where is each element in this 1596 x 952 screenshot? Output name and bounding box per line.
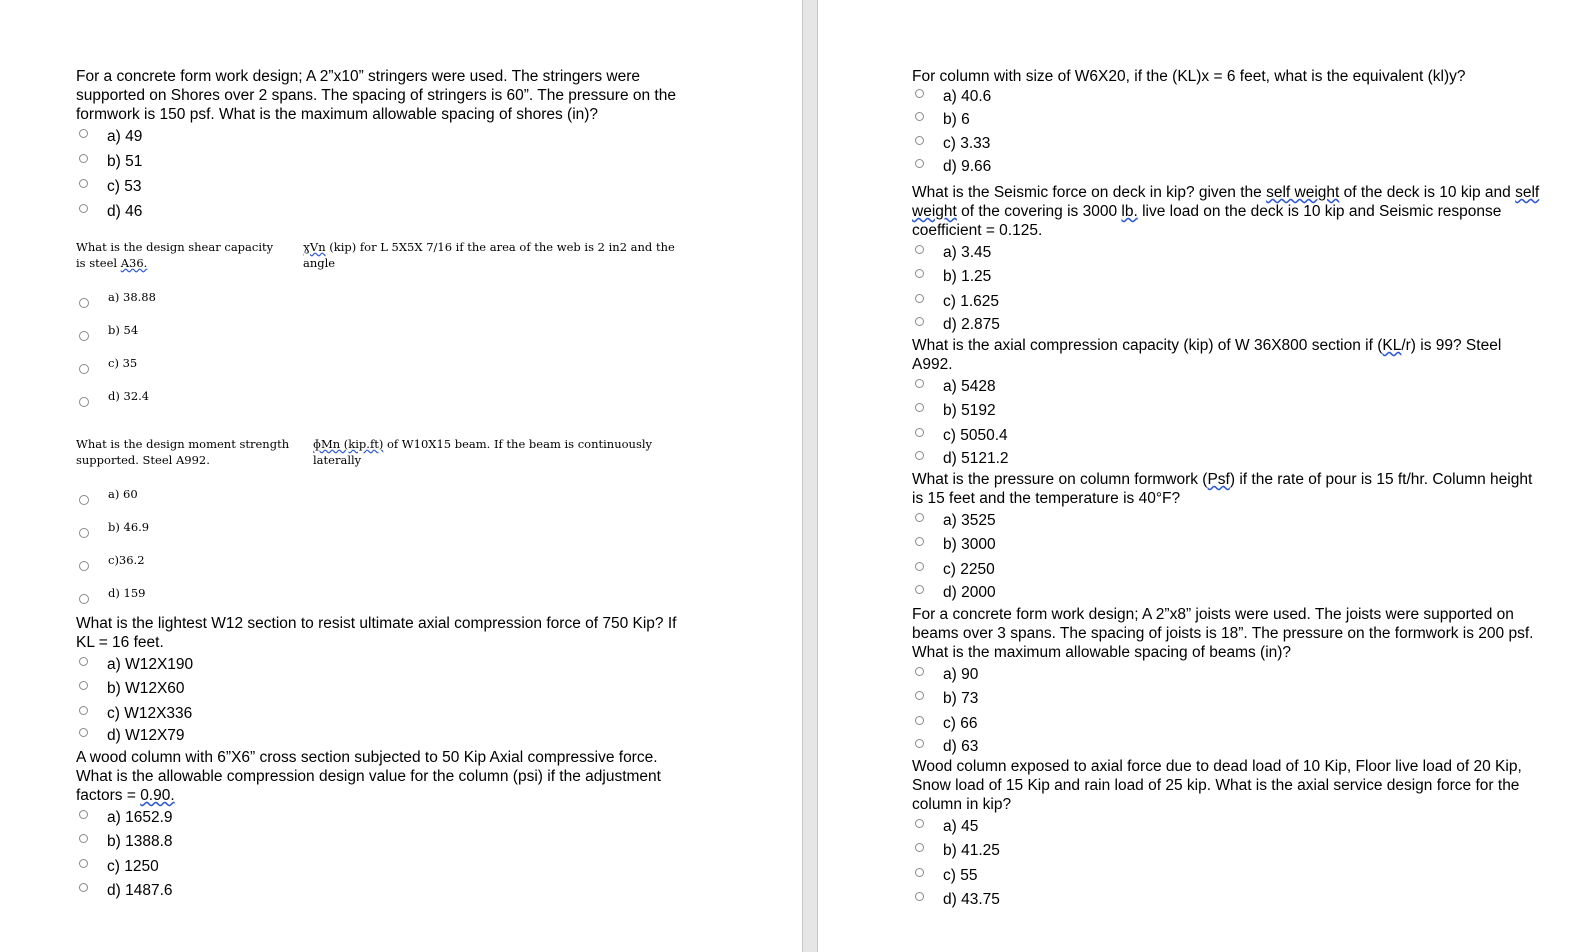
option-c[interactable]: c) 1250 xyxy=(76,854,696,879)
radio-button[interactable] xyxy=(79,397,89,407)
option-b[interactable]: b) 1.25 xyxy=(912,265,1542,290)
radio-button[interactable] xyxy=(915,562,924,571)
option-b[interactable]: b) 41.25 xyxy=(912,839,1542,864)
option-c[interactable]: c) 1.625 xyxy=(912,289,1542,314)
option-a[interactable]: a) 3525 xyxy=(912,508,1542,533)
radio-button[interactable] xyxy=(915,513,924,522)
option-a[interactable]: a) 38.88 xyxy=(76,285,696,318)
option-b[interactable]: b) 46.9 xyxy=(76,515,696,548)
option-a[interactable]: a) 1652.9 xyxy=(76,805,696,830)
question-left-4 xyxy=(76,614,696,746)
radio-button[interactable] xyxy=(915,537,924,546)
radio-button[interactable] xyxy=(915,269,924,278)
option-c[interactable]: c) 3.33 xyxy=(912,132,1542,157)
radio-button[interactable] xyxy=(79,495,89,505)
option-b[interactable]: b) 54 xyxy=(76,318,696,351)
question-left-3 xyxy=(76,436,696,614)
radio-button[interactable] xyxy=(915,585,924,594)
radio-button[interactable] xyxy=(79,561,89,571)
option-d[interactable]: d) 1487.6 xyxy=(76,879,696,904)
radio-button[interactable] xyxy=(915,819,924,828)
radio-button[interactable] xyxy=(915,716,924,725)
radio-button[interactable] xyxy=(915,892,924,901)
option-d[interactable]: d) 46 xyxy=(76,199,696,224)
radio-button[interactable] xyxy=(915,843,924,852)
radio-button[interactable] xyxy=(79,298,89,308)
option-c[interactable]: c) 5050.4 xyxy=(912,423,1542,448)
question-text: For column with size of W6X20, if the (KL)x = 6 feet, what is the equivalent (kl)y? xyxy=(912,68,1466,85)
radio-button[interactable] xyxy=(79,129,88,138)
radio-button[interactable] xyxy=(915,428,924,437)
radio-button[interactable] xyxy=(79,528,89,538)
question-text: A wood column with 6”X6” cross section subjected to 50 Kip Axial compressive force. What is the allowable compression design value for the column (psi) if the adjustment factors = 0.90. xyxy=(76,749,661,804)
option-a[interactable]: a) 45 xyxy=(912,814,1542,839)
option-c[interactable]: c) 2250 xyxy=(912,557,1542,582)
option-b[interactable]: b) 73 xyxy=(912,687,1542,712)
option-a[interactable]: a) 49 xyxy=(76,124,696,149)
option-d[interactable]: d) W12X79 xyxy=(76,726,696,746)
option-a[interactable]: a) 90 xyxy=(912,662,1542,687)
option-c[interactable]: c)36.2 xyxy=(76,548,696,581)
option-b[interactable]: b) 1388.8 xyxy=(76,830,696,855)
radio-button[interactable] xyxy=(79,179,88,188)
question-left-2 xyxy=(76,239,696,417)
radio-button[interactable] xyxy=(79,859,88,868)
radio-button[interactable] xyxy=(79,364,89,374)
option-c[interactable]: c) W12X336 xyxy=(76,701,696,726)
option-d[interactable]: d) 32.4 xyxy=(76,384,696,417)
radio-button[interactable] xyxy=(915,294,924,303)
question-text: For a concrete form work design; A 2”x8” joists were used. The joists were supported on beams over 3 spans. The spacing of joists is 18”. The pressure on the formwork is 200 psf. What is the maximum allowable spacing of beams (in)? xyxy=(912,606,1534,661)
radio-button[interactable] xyxy=(79,728,88,737)
question-text: Wood column exposed to axial force due to dead load of 10 Kip, Floor live load of 20 Kip, Snow load of 15 Kip and rain load of 25 kip. What is the axial service design force for the column in kip? xyxy=(912,758,1522,813)
option-d[interactable]: d) 43.75 xyxy=(912,888,1542,913)
question-text: What is the design moment strength supported. Steel A992. ɸMn (kip.ft) of W10X15 beam. If the beam is continuously laterally xyxy=(76,437,653,467)
radio-button[interactable] xyxy=(79,331,89,341)
question-left-5 xyxy=(76,748,696,903)
radio-button[interactable] xyxy=(915,379,924,388)
question-text: What is the Seismic force on deck in kip? given the self weight of the deck is 10 kip and self weight of the covering is 3000 lb. live load on the deck is 10 kip and Seismic response coefficient = 0.125. xyxy=(912,184,1540,239)
question-text: What is the design shear capacity is steel A36. ɣVn (kip) for L 5X5X 7/16 if the area of the web is 2 in2 and the angle xyxy=(76,240,675,270)
option-b[interactable]: b) 5192 xyxy=(912,399,1542,424)
radio-button[interactable] xyxy=(79,657,88,666)
radio-button[interactable] xyxy=(79,154,88,163)
radio-button[interactable] xyxy=(915,89,924,98)
question-right-2 xyxy=(912,183,1542,335)
question-text: For a concrete form work design; A 2”x10” stringers were used. The stringers were supported on Shores over 2 spans. The spacing of stringers is 60”. The pressure on the formwork is 150 psf. What is the maximum allowable spacing of shores (in)? xyxy=(76,68,676,123)
radio-button[interactable] xyxy=(79,204,88,213)
page-gap xyxy=(802,0,818,952)
option-a[interactable]: a) 5428 xyxy=(912,374,1542,399)
radio-button[interactable] xyxy=(915,403,924,412)
radio-button[interactable] xyxy=(79,883,88,892)
radio-button[interactable] xyxy=(915,136,924,145)
radio-button[interactable] xyxy=(915,245,924,254)
option-c[interactable]: c) 35 xyxy=(76,351,696,384)
radio-button[interactable] xyxy=(79,594,89,604)
radio-button[interactable] xyxy=(915,739,924,748)
option-d[interactable]: d) 9.66 xyxy=(912,156,1542,177)
option-b[interactable]: b) 6 xyxy=(912,107,1542,132)
radio-button[interactable] xyxy=(915,317,924,326)
option-a[interactable]: a) 40.6 xyxy=(912,86,1542,107)
question-right-4 xyxy=(912,470,1542,603)
option-b[interactable]: b) 51 xyxy=(76,149,696,174)
radio-button[interactable] xyxy=(915,112,924,121)
question-right-5 xyxy=(912,605,1542,757)
option-c[interactable]: c) 66 xyxy=(912,711,1542,736)
option-d[interactable]: d) 5121.2 xyxy=(912,448,1542,469)
option-a[interactable]: a) W12X190 xyxy=(76,652,696,677)
question-left-1 xyxy=(76,67,696,224)
question-right-6 xyxy=(912,757,1542,912)
option-b[interactable]: b) 3000 xyxy=(912,533,1542,558)
question-right-1 xyxy=(912,67,1542,177)
option-d[interactable]: d) 2.875 xyxy=(912,314,1542,335)
question-text: What is the pressure on column formwork (Psf) if the rate of pour is 15 ft/hr. Column height is 15 feet and the temperature is 40°F? xyxy=(912,471,1533,507)
radio-button[interactable] xyxy=(915,868,924,877)
question-right-3 xyxy=(912,336,1542,469)
option-d[interactable]: d) 159 xyxy=(76,581,696,614)
option-d[interactable]: d) 2000 xyxy=(912,582,1542,603)
option-a[interactable]: a) 3.45 xyxy=(912,240,1542,265)
radio-button[interactable] xyxy=(915,159,924,168)
radio-button[interactable] xyxy=(915,667,924,676)
radio-button[interactable] xyxy=(79,681,88,690)
option-a[interactable]: a) 60 xyxy=(76,482,696,515)
radio-button[interactable] xyxy=(79,810,88,819)
question-text: What is the lightest W12 section to resist ultimate axial compression force of 750 Kip? If KL = 16 feet. xyxy=(76,615,677,651)
question-text: What is the axial compression capacity (kip) of W 36X800 section if (KL/r) is 99? Steel A992. xyxy=(912,337,1502,373)
option-c[interactable]: c) 53 xyxy=(76,174,696,199)
option-d[interactable]: d) 63 xyxy=(912,736,1542,757)
radio-button[interactable] xyxy=(915,451,924,460)
radio-button[interactable] xyxy=(915,691,924,700)
radio-button[interactable] xyxy=(79,706,88,715)
option-c[interactable]: c) 55 xyxy=(912,863,1542,888)
option-b[interactable]: b) W12X60 xyxy=(76,677,696,702)
radio-button[interactable] xyxy=(79,834,88,843)
